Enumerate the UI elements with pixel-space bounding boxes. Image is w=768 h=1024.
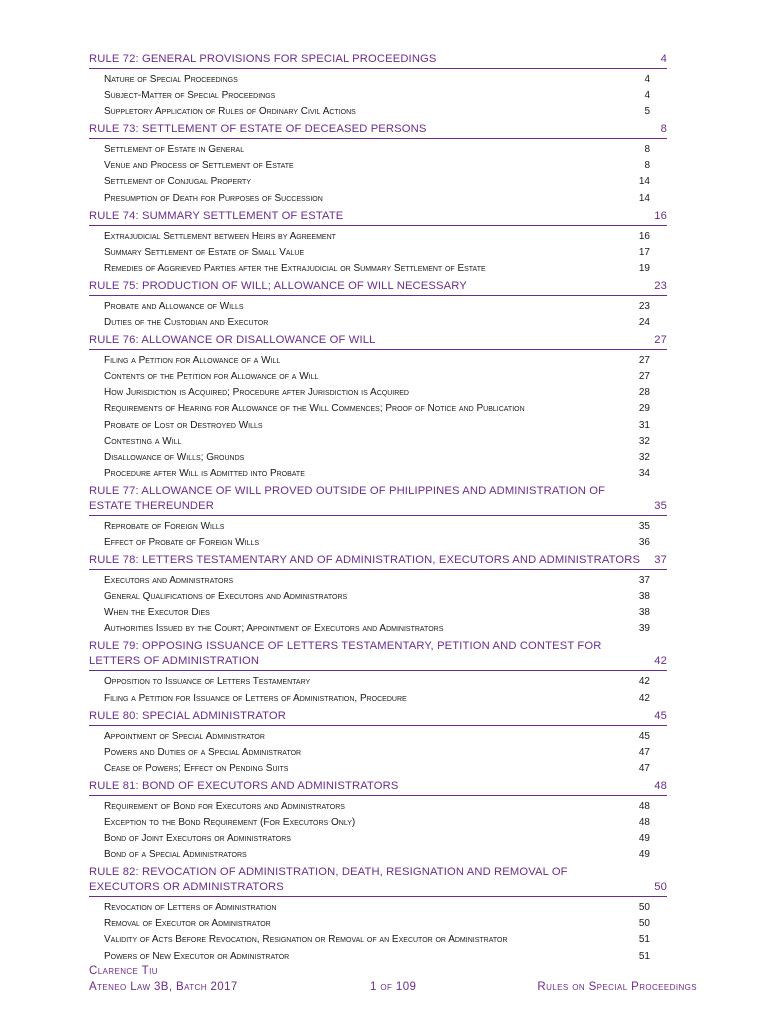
- toc-section-entry[interactable]: [89, 261, 667, 277]
- toc-section-title: Procedure after Will is Admitted into Probate: [104, 467, 305, 479]
- toc-section-list: [89, 226, 667, 278]
- toc-section-title: Requirement of Bond for Executors and Administrators: [104, 800, 345, 812]
- toc-section-title: Reprobate of Foreign Wills: [104, 520, 225, 532]
- toc-section-entry[interactable]: [89, 535, 667, 551]
- toc-rule-page: 8: [660, 123, 667, 136]
- toc-section-page: 36: [638, 536, 650, 548]
- toc-section-entry[interactable]: [89, 104, 667, 120]
- toc-section-page: 5: [644, 106, 650, 118]
- toc-section-title: Powers and Duties of a Special Administrator: [104, 746, 302, 758]
- toc-section-title: Disallowance of Wills; Grounds: [104, 451, 245, 463]
- toc-section-entry[interactable]: [89, 353, 667, 369]
- toc-section-title: Removal of Executor or Administrator: [104, 918, 271, 930]
- toc-section-entry[interactable]: [89, 229, 667, 245]
- toc-rule-title: RULE 82: REVOCATION OF ADMINISTRATION, DEATH, RESIGNATION AND REMOVAL OF EXECUTORS OR ADMINISTRATORS: [89, 866, 568, 894]
- toc-section-title: Requirements of Hearing for Allowance of the Will Commences; Proof of Notice and Publication: [104, 403, 525, 415]
- toc-section-title: Revocation of Letters of Administration: [104, 902, 277, 914]
- toc-section-page: 14: [638, 176, 650, 188]
- toc-section-title: Bond of a Special Administrators: [104, 849, 247, 861]
- toc-section-title: Filing a Petition for Issuance of Letters of Administration, Procedure: [104, 692, 407, 704]
- toc-rule-title: RULE 72: GENERAL PROVISIONS FOR SPECIAL PROCEEDINGS: [89, 53, 437, 65]
- toc-section-title: Extrajudicial Settlement between Heirs by Agreement: [104, 230, 336, 242]
- toc-rule-heading[interactable]: [89, 638, 667, 671]
- toc-section-entry[interactable]: [89, 418, 667, 434]
- toc-section-title: Probate of Lost or Destroyed Wills: [104, 419, 263, 431]
- toc-section-entry[interactable]: [89, 299, 667, 315]
- toc-section-entry[interactable]: [89, 142, 667, 158]
- toc-section-list: [89, 570, 667, 638]
- toc-rule-heading[interactable]: [89, 778, 667, 796]
- toc-section-title: Authorities Issued by the Court; Appointment of Executors and Administrators: [104, 623, 444, 635]
- toc-section-title: Subject-Matter of Special Proceedings: [104, 90, 276, 102]
- toc-section-entry[interactable]: [89, 621, 667, 637]
- toc-rule-page: 42: [654, 655, 667, 668]
- toc-section-page: 34: [638, 467, 650, 479]
- toc-section-entry[interactable]: [89, 745, 667, 761]
- toc-section-title: Probate and Allowance of Wills: [104, 300, 244, 312]
- toc-section-page: 8: [644, 144, 650, 156]
- toc-section-title: Duties of the Custodian and Executor: [104, 317, 269, 329]
- toc-rule-page: 23: [654, 279, 667, 292]
- toc-rule-page: 50: [654, 881, 667, 894]
- toc-section-title: Settlement of Estate in General: [104, 144, 245, 156]
- toc-section-entry[interactable]: [89, 434, 667, 450]
- toc-rule-title: RULE 77: ALLOWANCE OF WILL PROVED OUTSIDE OF PHILIPPINES AND ADMINISTRATION OF ESTATE THEREUNDER: [89, 484, 606, 512]
- toc-section-title: When the Executor Dies: [104, 607, 210, 619]
- toc-rule-title: RULE 79: OPPOSING ISSUANCE OF LETTERS TESTAMENTARY, PETITION AND CONTEST FOR LETTERS OF ADMINISTRATION: [89, 640, 602, 668]
- toc-rule-heading[interactable]: [89, 483, 667, 516]
- toc-section-page: 24: [638, 317, 650, 329]
- toc-section-page: 51: [638, 950, 650, 962]
- page-footer: [89, 963, 697, 995]
- toc-section-page: 17: [638, 246, 650, 258]
- toc-section-page: 49: [638, 833, 650, 845]
- toc-section-title: Validity of Acts Before Revocation, Resignation or Removal of an Executor or Administrator: [104, 934, 508, 946]
- toc-section-page: 19: [638, 262, 650, 274]
- toc-rule-heading[interactable]: [89, 208, 667, 226]
- toc-section-entry[interactable]: [89, 799, 667, 815]
- toc-section-page: 51: [638, 934, 650, 946]
- toc-section-page: 4: [644, 74, 650, 85]
- toc-section-page: 32: [638, 451, 650, 463]
- toc-section-entry[interactable]: [89, 761, 667, 777]
- toc-section-page: 50: [638, 918, 650, 930]
- toc-section-title: Effect of Probate of Foreign Wills: [104, 536, 260, 548]
- toc-section-page: 28: [638, 387, 650, 399]
- toc-rule-page: 37: [654, 554, 667, 567]
- footer-line-2: [89, 979, 697, 995]
- toc-section-title: Suppletory Application of Rules of Ordinary Civil Actions: [104, 106, 356, 118]
- toc-section-page: 42: [638, 676, 650, 688]
- toc-section-entry[interactable]: [89, 831, 667, 847]
- toc-section-page: 16: [638, 230, 650, 242]
- toc-section-entry[interactable]: [89, 900, 667, 916]
- toc-section-page: 27: [638, 355, 650, 367]
- toc-section-entry[interactable]: [89, 245, 667, 261]
- toc-rule-title: RULE 80: SPECIAL ADMINISTRATOR: [89, 709, 287, 722]
- toc-section-title: Settlement of Conjugal Property: [104, 176, 252, 188]
- toc-section-entry[interactable]: [89, 450, 667, 466]
- toc-section-entry[interactable]: [89, 691, 667, 707]
- toc-section-title: Summary Settlement of Estate of Small Value: [104, 246, 305, 258]
- toc-section-list: [89, 516, 667, 552]
- toc-section-entry[interactable]: [89, 174, 667, 190]
- toc-section-page: 47: [638, 762, 650, 774]
- toc-section-list: [89, 796, 667, 864]
- footer-school: Ateneo Law 3B, Batch 2017: [89, 981, 238, 993]
- toc-section-title: Presumption of Death for Purposes of Succession: [104, 192, 323, 204]
- toc-rule-title: RULE 74: SUMMARY SETTLEMENT OF ESTATE: [89, 209, 344, 222]
- toc-rule-heading[interactable]: [89, 51, 667, 69]
- toc-section-page: 49: [638, 849, 650, 861]
- toc-section-title: Filing a Petition for Allowance of a Will: [104, 355, 281, 367]
- toc-rule-title: RULE 81: BOND OF EXECUTORS AND ADMINISTRATORS: [89, 779, 399, 792]
- toc-section-entry[interactable]: [89, 315, 667, 331]
- footer-line-1: [89, 963, 697, 979]
- toc-section-entry[interactable]: [89, 88, 667, 104]
- toc-section-entry[interactable]: [89, 369, 667, 385]
- toc-rule-title: RULE 76: ALLOWANCE OR DISALLOWANCE OF WILL: [89, 334, 376, 347]
- toc-section-page: 38: [638, 607, 650, 619]
- toc-rule-page: 48: [654, 779, 667, 792]
- toc-section-entry[interactable]: [89, 674, 667, 690]
- toc-section-page: 32: [638, 435, 650, 447]
- toc-rule-title: RULE 75: PRODUCTION OF WILL; ALLOWANCE OF WILL NECESSARY: [89, 279, 467, 292]
- toc-section-page: 31: [638, 419, 650, 431]
- toc-rule-heading[interactable]: [89, 552, 667, 570]
- toc-section-title: Cease of Powers; Effect on Pending Suits: [104, 762, 289, 774]
- toc-section-list: [89, 139, 667, 207]
- toc-section-entry[interactable]: [89, 385, 667, 401]
- footer-doc-title: Rules on Special Proceedings: [537, 981, 697, 993]
- toc-section-title: Exception to the Bond Requirement (For Executors Only): [104, 817, 356, 828]
- toc-section-page: 4: [644, 90, 650, 102]
- toc-section-page: 47: [638, 746, 650, 758]
- toc-rule-page: 4: [660, 53, 667, 65]
- toc-section-title: Executors and Administrators: [104, 575, 234, 587]
- toc-section-title: Remedies of Aggrieved Parties after the Extrajudicial or Summary Settlement of Estate: [104, 262, 486, 274]
- toc-section-page: 23: [638, 300, 650, 312]
- toc-rule-heading[interactable]: [89, 121, 667, 139]
- toc-section-entry[interactable]: [89, 519, 667, 535]
- toc-rule-heading[interactable]: [89, 708, 667, 726]
- toc-section-entry[interactable]: [89, 847, 667, 863]
- toc-section-page: 35: [638, 520, 650, 532]
- toc-section-title: Opposition to Issuance of Letters Testamentary: [104, 676, 311, 688]
- toc-rule-page: 35: [654, 499, 667, 512]
- toc-section-page: 48: [638, 817, 650, 828]
- toc-section-page: 29: [638, 403, 650, 415]
- toc-rule-heading[interactable]: [89, 864, 667, 897]
- toc-section-page: 45: [638, 730, 650, 742]
- toc-section-page: 39: [638, 623, 650, 635]
- toc-rule-heading[interactable]: [89, 332, 667, 350]
- footer-page-number: 1 of 109: [370, 981, 417, 993]
- toc-section-list: [89, 350, 667, 483]
- toc-section-page: 8: [644, 160, 650, 172]
- toc-section-title: Bond of Joint Executors or Administrators: [104, 833, 291, 845]
- toc-section-entry[interactable]: [89, 605, 667, 621]
- toc-section-title: General Qualifications of Executors and Administrators: [104, 591, 348, 603]
- toc-section-title: Nature of Special Proceedings: [104, 74, 238, 85]
- toc-section-page: 27: [638, 371, 650, 383]
- toc-section-title: Contents of the Petition for Allowance of a Will: [104, 371, 319, 383]
- toc-section-page: 14: [638, 192, 650, 204]
- toc-section-title: Contesting a Will: [104, 435, 182, 447]
- toc-section-list: [89, 69, 667, 121]
- toc-section-page: 48: [638, 800, 650, 812]
- table-of-contents: [89, 51, 667, 966]
- toc-section-entry[interactable]: [89, 729, 667, 745]
- toc-section-page: 37: [638, 575, 650, 587]
- toc-section-entry[interactable]: [89, 589, 667, 605]
- toc-section-title: How Jurisdiction is Acquired; Procedure after Jurisdiction is Acquired: [104, 387, 409, 399]
- footer-author: Clarence Tiu: [89, 965, 158, 977]
- toc-rule-page: 27: [654, 334, 667, 347]
- toc-section-title: Venue and Process of Settlement of Estate: [104, 160, 294, 172]
- toc-section-list: [89, 726, 667, 778]
- toc-section-entry[interactable]: [89, 191, 667, 207]
- toc-rule-title: RULE 78: LETTERS TESTAMENTARY AND OF ADMINISTRATION, EXECUTORS AND ADMINISTRATORS: [89, 554, 641, 567]
- toc-section-entry[interactable]: [89, 401, 667, 417]
- toc-section-entry[interactable]: [89, 815, 667, 831]
- toc-section-list: [89, 897, 667, 965]
- toc-rule-heading[interactable]: [89, 278, 667, 296]
- toc-section-list: [89, 671, 667, 707]
- toc-rule-page: 45: [654, 709, 667, 722]
- toc-section-entry[interactable]: [89, 466, 667, 482]
- toc-section-entry[interactable]: [89, 932, 667, 948]
- toc-section-entry[interactable]: [89, 573, 667, 589]
- toc-section-page: 50: [638, 902, 650, 914]
- toc-section-entry[interactable]: [89, 72, 667, 88]
- toc-section-page: 42: [638, 692, 650, 704]
- toc-rule-page: 16: [654, 209, 667, 222]
- toc-rule-title: RULE 73: SETTLEMENT OF ESTATE OF DECEASED PERSONS: [89, 123, 427, 136]
- toc-section-title: Powers of New Executor or Administrator: [104, 950, 290, 962]
- toc-section-entry[interactable]: [89, 158, 667, 174]
- toc-section-list: [89, 296, 667, 332]
- toc-section-title: Appointment of Special Administrator: [104, 730, 265, 742]
- toc-section-entry[interactable]: [89, 916, 667, 932]
- toc-section-page: 38: [638, 591, 650, 603]
